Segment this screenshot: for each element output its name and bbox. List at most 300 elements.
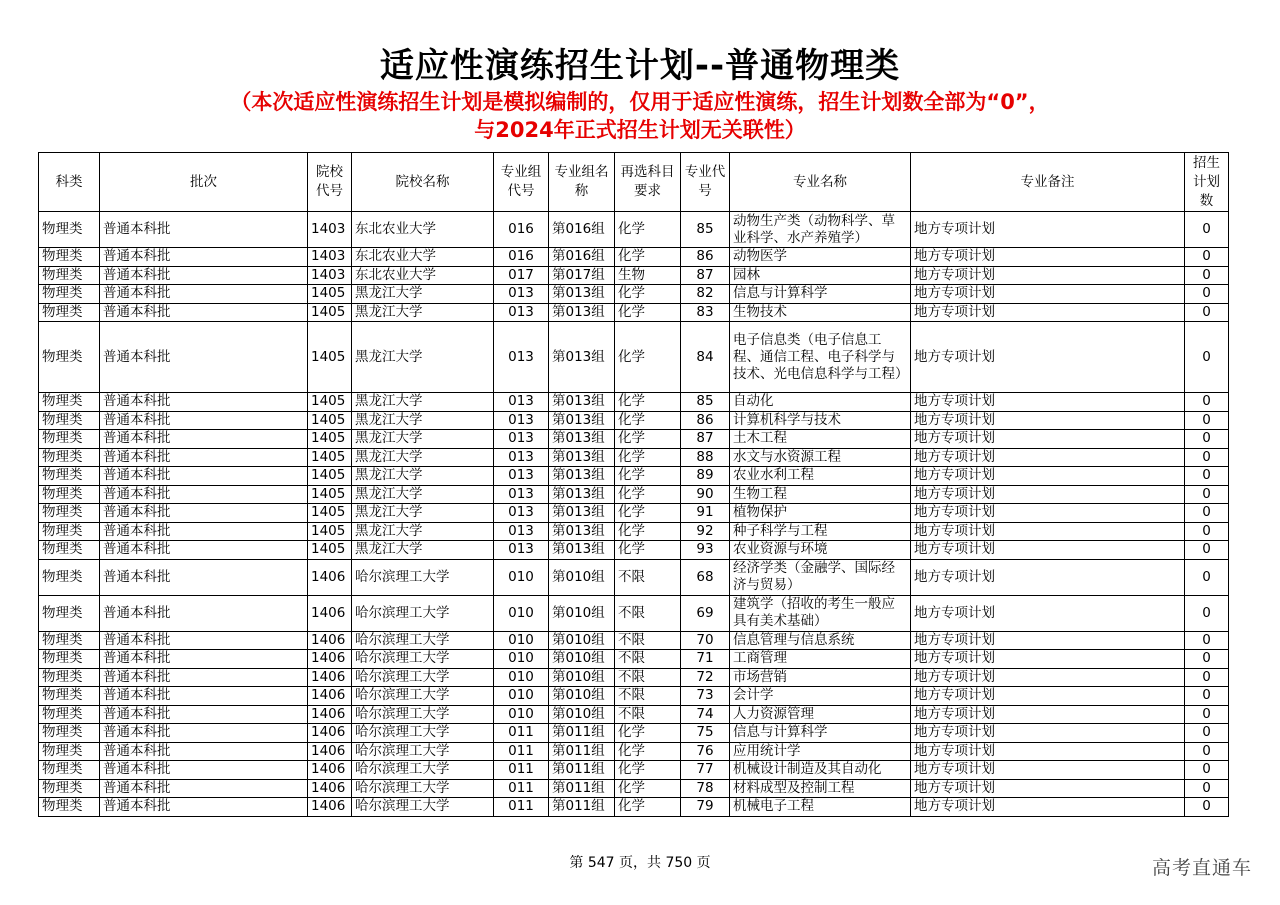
cell-pici: 普通本科批	[100, 485, 308, 504]
cell-group-name: 第013组	[549, 467, 615, 486]
cell-kelei: 物理类	[39, 631, 100, 650]
cell-subject-req: 化学	[615, 212, 681, 248]
table-row	[39, 467, 1229, 486]
cell-major-code: 75	[681, 724, 730, 743]
cell-plan-count: 0	[1185, 742, 1229, 761]
page-footer: 第 547 页，共 750 页	[569, 855, 711, 871]
cell-plan-count: 0	[1185, 779, 1229, 798]
cell-major-code: 82	[681, 285, 730, 304]
cell-school-code: 1405	[308, 522, 352, 541]
cell-major-code: 71	[681, 650, 730, 669]
cell-subject-req: 化学	[615, 779, 681, 798]
cell-plan-count: 0	[1185, 266, 1229, 285]
cell-major-note: 地方专项计划	[911, 559, 1185, 595]
cell-school-name: 哈尔滨理工大学	[352, 705, 494, 724]
cell-group-code: 017	[494, 266, 549, 285]
cell-kelei: 物理类	[39, 430, 100, 449]
cell-major-name: 农业水利工程	[730, 467, 911, 486]
table-row	[39, 724, 1229, 743]
cell-school-name: 黑龙江大学	[352, 393, 494, 412]
cell-group-code: 013	[494, 303, 549, 322]
cell-school-name: 黑龙江大学	[352, 285, 494, 304]
cell-school-name: 哈尔滨理工大学	[352, 650, 494, 669]
cell-group-code: 013	[494, 448, 549, 467]
cell-subject-req: 化学	[615, 504, 681, 523]
cell-plan-count: 0	[1185, 668, 1229, 687]
cell-major-name: 植物保护	[730, 504, 911, 523]
cell-pici: 普通本科批	[100, 761, 308, 780]
table-row	[39, 266, 1229, 285]
cell-group-name: 第013组	[549, 430, 615, 449]
table-row	[39, 595, 1229, 631]
cell-major-note: 地方专项计划	[911, 742, 1185, 761]
cell-major-code: 89	[681, 467, 730, 486]
cell-pici: 普通本科批	[100, 650, 308, 669]
cell-plan-count: 0	[1185, 798, 1229, 817]
header-group-name: 专业组名称	[549, 153, 615, 212]
cell-pici: 普通本科批	[100, 430, 308, 449]
cell-group-name: 第013组	[549, 303, 615, 322]
cell-major-note: 地方专项计划	[911, 430, 1185, 449]
cell-group-name: 第011组	[549, 742, 615, 761]
cell-pici: 普通本科批	[100, 266, 308, 285]
cell-major-code: 86	[681, 411, 730, 430]
cell-group-code: 010	[494, 595, 549, 631]
cell-plan-count: 0	[1185, 705, 1229, 724]
cell-kelei: 物理类	[39, 761, 100, 780]
cell-subject-req: 化学	[615, 430, 681, 449]
table-row	[39, 779, 1229, 798]
cell-group-name: 第013组	[549, 393, 615, 412]
cell-group-code: 011	[494, 761, 549, 780]
cell-major-code: 93	[681, 541, 730, 560]
cell-plan-count: 0	[1185, 522, 1229, 541]
table-row	[39, 430, 1229, 449]
page-title: 适应性演练招生计划--普通物理类	[379, 46, 901, 86]
cell-subject-req: 化学	[615, 248, 681, 267]
cell-kelei: 物理类	[39, 595, 100, 631]
cell-pici: 普通本科批	[100, 541, 308, 560]
cell-subject-req: 化学	[615, 393, 681, 412]
cell-pici: 普通本科批	[100, 798, 308, 817]
cell-group-code: 010	[494, 650, 549, 669]
cell-major-name: 建筑学（招收的考生一般应具有美术基础）	[730, 595, 911, 631]
cell-school-name: 黑龙江大学	[352, 430, 494, 449]
cell-major-note: 地方专项计划	[911, 631, 1185, 650]
cell-school-code: 1405	[308, 393, 352, 412]
cell-plan-count: 0	[1185, 393, 1229, 412]
cell-major-name: 电子信息类（电子信息工程、通信工程、电子科学与技术、光电信息科学与工程）	[730, 322, 911, 393]
cell-pici: 普通本科批	[100, 779, 308, 798]
cell-school-name: 哈尔滨理工大学	[352, 559, 494, 595]
table-row	[39, 448, 1229, 467]
cell-school-code: 1406	[308, 687, 352, 706]
cell-pici: 普通本科批	[100, 631, 308, 650]
cell-plan-count: 0	[1185, 322, 1229, 393]
cell-subject-req: 化学	[615, 724, 681, 743]
cell-plan-count: 0	[1185, 631, 1229, 650]
cell-kelei: 物理类	[39, 504, 100, 523]
table-row	[39, 504, 1229, 523]
cell-school-code: 1405	[308, 411, 352, 430]
cell-major-name: 种子科学与工程	[730, 522, 911, 541]
cell-major-note: 地方专项计划	[911, 541, 1185, 560]
cell-group-name: 第013组	[549, 411, 615, 430]
cell-school-name: 黑龙江大学	[352, 485, 494, 504]
cell-subject-req: 不限	[615, 559, 681, 595]
header-plan-count: 招生计划数	[1185, 153, 1229, 212]
cell-group-name: 第016组	[549, 212, 615, 248]
cell-kelei: 物理类	[39, 779, 100, 798]
cell-school-name: 哈尔滨理工大学	[352, 724, 494, 743]
cell-pici: 普通本科批	[100, 724, 308, 743]
cell-school-code: 1405	[308, 485, 352, 504]
cell-school-name: 哈尔滨理工大学	[352, 595, 494, 631]
cell-major-name: 土木工程	[730, 430, 911, 449]
table-row	[39, 705, 1229, 724]
cell-kelei: 物理类	[39, 559, 100, 595]
cell-major-note: 地方专项计划	[911, 504, 1185, 523]
cell-group-code: 010	[494, 559, 549, 595]
cell-school-name: 黑龙江大学	[352, 322, 494, 393]
cell-group-name: 第011组	[549, 798, 615, 817]
cell-major-code: 88	[681, 448, 730, 467]
cell-subject-req: 化学	[615, 541, 681, 560]
cell-pici: 普通本科批	[100, 705, 308, 724]
cell-group-code: 013	[494, 430, 549, 449]
cell-kelei: 物理类	[39, 522, 100, 541]
cell-subject-req: 化学	[615, 448, 681, 467]
cell-school-name: 黑龙江大学	[352, 303, 494, 322]
cell-pici: 普通本科批	[100, 687, 308, 706]
header-kelei: 科类	[39, 153, 100, 212]
cell-major-note: 地方专项计划	[911, 779, 1185, 798]
cell-pici: 普通本科批	[100, 504, 308, 523]
header-pici: 批次	[100, 153, 308, 212]
table-body	[39, 212, 1229, 817]
cell-major-name: 工商管理	[730, 650, 911, 669]
cell-school-code: 1403	[308, 248, 352, 267]
cell-plan-count: 0	[1185, 559, 1229, 595]
table-row	[39, 798, 1229, 817]
cell-pici: 普通本科批	[100, 393, 308, 412]
cell-school-code: 1405	[308, 285, 352, 304]
table-row	[39, 650, 1229, 669]
cell-kelei: 物理类	[39, 485, 100, 504]
cell-school-name: 哈尔滨理工大学	[352, 779, 494, 798]
table-row	[39, 541, 1229, 560]
cell-kelei: 物理类	[39, 411, 100, 430]
cell-major-code: 78	[681, 779, 730, 798]
cell-school-code: 1406	[308, 761, 352, 780]
table-row	[39, 393, 1229, 412]
header-group-code: 专业组代号	[494, 153, 549, 212]
cell-group-code: 013	[494, 411, 549, 430]
cell-major-code: 77	[681, 761, 730, 780]
cell-major-note: 地方专项计划	[911, 285, 1185, 304]
cell-major-name: 市场营销	[730, 668, 911, 687]
table-row	[39, 322, 1229, 393]
cell-school-code: 1405	[308, 303, 352, 322]
cell-kelei: 物理类	[39, 705, 100, 724]
cell-major-name: 经济学类（金融学、国际经济与贸易）	[730, 559, 911, 595]
cell-subject-req: 化学	[615, 285, 681, 304]
cell-major-code: 70	[681, 631, 730, 650]
cell-major-note: 地方专项计划	[911, 485, 1185, 504]
cell-group-code: 013	[494, 467, 549, 486]
cell-major-code: 83	[681, 303, 730, 322]
cell-school-code: 1403	[308, 266, 352, 285]
cell-school-name: 东北农业大学	[352, 266, 494, 285]
cell-major-note: 地方专项计划	[911, 761, 1185, 780]
cell-group-name: 第013组	[549, 448, 615, 467]
cell-group-code: 010	[494, 631, 549, 650]
cell-pici: 普通本科批	[100, 411, 308, 430]
cell-major-code: 92	[681, 522, 730, 541]
cell-subject-req: 不限	[615, 705, 681, 724]
cell-major-note: 地方专项计划	[911, 687, 1185, 706]
cell-kelei: 物理类	[39, 724, 100, 743]
cell-subject-req: 化学	[615, 303, 681, 322]
cell-pici: 普通本科批	[100, 212, 308, 248]
cell-major-name: 会计学	[730, 687, 911, 706]
cell-group-code: 010	[494, 687, 549, 706]
cell-school-name: 黑龙江大学	[352, 541, 494, 560]
cell-school-name: 黑龙江大学	[352, 504, 494, 523]
cell-major-name: 材料成型及控制工程	[730, 779, 911, 798]
cell-school-name: 黑龙江大学	[352, 411, 494, 430]
cell-group-code: 013	[494, 285, 549, 304]
cell-major-name: 生物工程	[730, 485, 911, 504]
cell-pici: 普通本科批	[100, 668, 308, 687]
cell-school-code: 1403	[308, 212, 352, 248]
cell-subject-req: 化学	[615, 322, 681, 393]
cell-major-note: 地方专项计划	[911, 724, 1185, 743]
cell-group-code: 013	[494, 504, 549, 523]
cell-major-code: 72	[681, 668, 730, 687]
cell-major-note: 地方专项计划	[911, 411, 1185, 430]
cell-plan-count: 0	[1185, 485, 1229, 504]
cell-major-code: 87	[681, 430, 730, 449]
cell-group-name: 第010组	[549, 705, 615, 724]
cell-kelei: 物理类	[39, 687, 100, 706]
cell-major-code: 90	[681, 485, 730, 504]
cell-pici: 普通本科批	[100, 522, 308, 541]
table-row	[39, 631, 1229, 650]
notice-line-1: （本次适应性演练招生计划是模拟编制的，仅用于适应性演练，招生计划数全部为“0”，	[230, 90, 1050, 114]
cell-kelei: 物理类	[39, 448, 100, 467]
cell-subject-req: 不限	[615, 650, 681, 669]
cell-group-code: 010	[494, 705, 549, 724]
cell-school-name: 哈尔滨理工大学	[352, 742, 494, 761]
cell-plan-count: 0	[1185, 504, 1229, 523]
cell-major-code: 85	[681, 212, 730, 248]
cell-group-code: 013	[494, 541, 549, 560]
cell-major-note: 地方专项计划	[911, 798, 1185, 817]
cell-kelei: 物理类	[39, 541, 100, 560]
cell-major-name: 园林	[730, 266, 911, 285]
table-row	[39, 559, 1229, 595]
cell-pici: 普通本科批	[100, 303, 308, 322]
cell-major-name: 农业资源与环境	[730, 541, 911, 560]
cell-group-name: 第013组	[549, 485, 615, 504]
cell-pici: 普通本科批	[100, 322, 308, 393]
cell-school-code: 1405	[308, 448, 352, 467]
cell-group-name: 第011组	[549, 724, 615, 743]
cell-major-code: 74	[681, 705, 730, 724]
cell-pici: 普通本科批	[100, 559, 308, 595]
cell-group-name: 第013组	[549, 322, 615, 393]
cell-plan-count: 0	[1185, 212, 1229, 248]
cell-school-code: 1406	[308, 742, 352, 761]
cell-major-code: 87	[681, 266, 730, 285]
cell-major-code: 68	[681, 559, 730, 595]
cell-kelei: 物理类	[39, 393, 100, 412]
cell-plan-count: 0	[1185, 448, 1229, 467]
cell-group-name: 第013组	[549, 541, 615, 560]
cell-major-code: 79	[681, 798, 730, 817]
cell-major-name: 水文与水资源工程	[730, 448, 911, 467]
cell-major-note: 地方专项计划	[911, 448, 1185, 467]
table-row	[39, 411, 1229, 430]
cell-major-note: 地方专项计划	[911, 595, 1185, 631]
cell-group-code: 013	[494, 322, 549, 393]
cell-group-code: 013	[494, 522, 549, 541]
cell-group-code: 016	[494, 248, 549, 267]
cell-kelei: 物理类	[39, 212, 100, 248]
cell-subject-req: 化学	[615, 798, 681, 817]
cell-major-note: 地方专项计划	[911, 266, 1185, 285]
table-row	[39, 248, 1229, 267]
cell-kelei: 物理类	[39, 650, 100, 669]
brand-watermark: 高考直通车	[1151, 857, 1252, 879]
cell-subject-req: 化学	[615, 467, 681, 486]
cell-school-name: 东北农业大学	[352, 248, 494, 267]
cell-kelei: 物理类	[39, 742, 100, 761]
cell-major-note: 地方专项计划	[911, 303, 1185, 322]
cell-school-name: 哈尔滨理工大学	[352, 631, 494, 650]
cell-major-note: 地方专项计划	[911, 522, 1185, 541]
cell-plan-count: 0	[1185, 541, 1229, 560]
cell-group-code: 016	[494, 212, 549, 248]
cell-school-name: 哈尔滨理工大学	[352, 668, 494, 687]
admission-plan-table	[38, 152, 1229, 817]
cell-school-name: 哈尔滨理工大学	[352, 687, 494, 706]
table-row	[39, 485, 1229, 504]
cell-kelei: 物理类	[39, 266, 100, 285]
cell-major-name: 机械电子工程	[730, 798, 911, 817]
cell-group-code: 011	[494, 724, 549, 743]
cell-plan-count: 0	[1185, 248, 1229, 267]
cell-school-name: 黑龙江大学	[352, 448, 494, 467]
cell-kelei: 物理类	[39, 285, 100, 304]
cell-plan-count: 0	[1185, 595, 1229, 631]
cell-group-name: 第010组	[549, 631, 615, 650]
cell-kelei: 物理类	[39, 467, 100, 486]
cell-pici: 普通本科批	[100, 448, 308, 467]
cell-group-name: 第013组	[549, 522, 615, 541]
cell-major-name: 信息与计算科学	[730, 285, 911, 304]
cell-group-name: 第013组	[549, 504, 615, 523]
table-row	[39, 742, 1229, 761]
cell-major-code: 76	[681, 742, 730, 761]
cell-school-code: 1406	[308, 724, 352, 743]
header-major-note: 专业备注	[911, 153, 1185, 212]
cell-major-code: 73	[681, 687, 730, 706]
cell-school-code: 1405	[308, 541, 352, 560]
cell-group-name: 第010组	[549, 595, 615, 631]
cell-subject-req: 不限	[615, 687, 681, 706]
cell-major-name: 应用统计学	[730, 742, 911, 761]
cell-subject-req: 化学	[615, 411, 681, 430]
cell-major-name: 生物技术	[730, 303, 911, 322]
cell-subject-req: 化学	[615, 761, 681, 780]
cell-plan-count: 0	[1185, 411, 1229, 430]
cell-major-name: 机械设计制造及其自动化	[730, 761, 911, 780]
cell-group-name: 第016组	[549, 248, 615, 267]
cell-subject-req: 化学	[615, 742, 681, 761]
cell-major-note: 地方专项计划	[911, 248, 1185, 267]
cell-plan-count: 0	[1185, 467, 1229, 486]
header-school-code: 院校代号	[308, 153, 352, 212]
cell-school-name: 东北农业大学	[352, 212, 494, 248]
cell-subject-req: 不限	[615, 631, 681, 650]
cell-group-code: 013	[494, 485, 549, 504]
cell-school-name: 哈尔滨理工大学	[352, 761, 494, 780]
cell-pici: 普通本科批	[100, 742, 308, 761]
cell-pici: 普通本科批	[100, 595, 308, 631]
cell-school-name: 哈尔滨理工大学	[352, 798, 494, 817]
cell-kelei: 物理类	[39, 248, 100, 267]
cell-subject-req: 不限	[615, 668, 681, 687]
cell-school-code: 1405	[308, 504, 352, 523]
cell-plan-count: 0	[1185, 724, 1229, 743]
header-subject-req: 再选科目要求	[615, 153, 681, 212]
cell-school-code: 1405	[308, 467, 352, 486]
cell-school-code: 1406	[308, 779, 352, 798]
cell-major-note: 地方专项计划	[911, 668, 1185, 687]
table-row	[39, 303, 1229, 322]
cell-major-note: 地方专项计划	[911, 322, 1185, 393]
cell-plan-count: 0	[1185, 285, 1229, 304]
cell-school-code: 1405	[308, 322, 352, 393]
cell-school-code: 1406	[308, 559, 352, 595]
cell-kelei: 物理类	[39, 668, 100, 687]
cell-major-name: 人力资源管理	[730, 705, 911, 724]
table-row	[39, 285, 1229, 304]
cell-school-name: 黑龙江大学	[352, 522, 494, 541]
cell-group-name: 第010组	[549, 668, 615, 687]
cell-group-name: 第010组	[549, 559, 615, 595]
cell-group-name: 第011组	[549, 761, 615, 780]
cell-group-code: 011	[494, 779, 549, 798]
header-major-code: 专业代号	[681, 153, 730, 212]
cell-group-name: 第010组	[549, 650, 615, 669]
cell-school-code: 1406	[308, 705, 352, 724]
cell-school-code: 1406	[308, 798, 352, 817]
cell-major-name: 信息与计算科学	[730, 724, 911, 743]
cell-major-note: 地方专项计划	[911, 212, 1185, 248]
cell-major-code: 85	[681, 393, 730, 412]
cell-major-code: 84	[681, 322, 730, 393]
table-header-row	[39, 153, 1229, 212]
cell-major-code: 91	[681, 504, 730, 523]
cell-group-code: 011	[494, 798, 549, 817]
notice-line-2: 与2024年正式招生计划无关联性）	[474, 118, 806, 142]
cell-school-code: 1406	[308, 650, 352, 669]
cell-kelei: 物理类	[39, 798, 100, 817]
cell-school-code: 1406	[308, 595, 352, 631]
